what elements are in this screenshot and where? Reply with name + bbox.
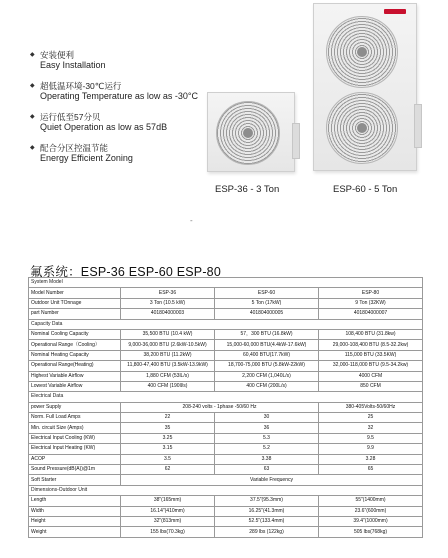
table-cell: 3 Ton (10.5 kW): [121, 298, 215, 308]
row-label: Length: [29, 496, 121, 506]
table-cell: 52.5"(133.4mm): [215, 516, 319, 526]
row-label: Electrical Data: [29, 392, 423, 402]
diamond-bullet-icon: ◆: [30, 145, 35, 151]
row-label: Weight: [29, 527, 121, 537]
table-row: [29, 381, 423, 391]
brand-logo: [384, 9, 406, 14]
table-cell: 2,200 CFM (1,040L/s): [215, 371, 319, 381]
row-label: Soft Starter: [29, 475, 121, 485]
valve-cover: [414, 104, 422, 148]
table-cell: 108,400 BTU (31.8kw): [319, 329, 423, 339]
table-cell: ESP-80: [319, 288, 423, 298]
table-row: [29, 361, 423, 371]
table-cell: 60,400 BTU(17.7kW): [215, 350, 319, 360]
feature-en: Quiet Operation as low as 57dB: [40, 122, 168, 132]
table-cell: 155 lbs(70.3kg): [121, 527, 215, 537]
table-cell: 25: [319, 413, 423, 423]
row-label: System Model: [29, 278, 423, 288]
table-cell: 30: [215, 413, 319, 423]
table-row: [29, 527, 423, 537]
feature-en: Operating Temperature as low as -30°C: [40, 91, 199, 101]
row-label: Operational Range（Cooling）: [29, 340, 121, 350]
table-cell: 32: [319, 423, 423, 433]
table-row: [29, 340, 423, 350]
table-cell: 850 CFM: [319, 381, 423, 391]
row-label: Nominal Cooling Capacity: [29, 329, 121, 339]
table-row: [29, 371, 423, 381]
feature-en: Energy Efficient Zoning: [40, 153, 133, 163]
feature-item: [30, 50, 230, 70]
table-cell: 4000 CFM: [319, 371, 423, 381]
table-cell: 3.38: [215, 454, 319, 464]
row-label: power Supply: [29, 402, 121, 412]
table-cell: 5.3: [215, 433, 319, 443]
row-label: Electrical Input Heating (KW): [29, 444, 121, 454]
caption-large: ESP-60 - 5 Ton: [333, 184, 398, 195]
table-row: [29, 329, 423, 339]
table-row: [29, 444, 423, 454]
table-cell: 9.9: [319, 444, 423, 454]
table-row: [29, 485, 423, 495]
row-label: Dimensions-Outdoor Unit: [29, 485, 423, 495]
row-label: Capacity Data: [29, 319, 423, 329]
row-label: Operational Range(Heating): [29, 361, 121, 371]
table-cell: 37.5"(95.3mm): [215, 496, 319, 506]
table-row: [29, 496, 423, 506]
table-cell: 9 Ton (32KW): [319, 298, 423, 308]
table-cell: 32,000-118,000 BTU (9.5-34.2kw): [319, 361, 423, 371]
table-cell: 38"(165mm): [121, 496, 215, 506]
diamond-bullet-icon: ◆: [30, 114, 35, 120]
table-cell: 16.14"(410mm): [121, 506, 215, 516]
table-cell: 39.4"(1000mm): [319, 516, 423, 526]
table-row: [29, 506, 423, 516]
row-label: Sound Pressure(dB(A))@1m: [29, 465, 121, 475]
row-label: part Number: [29, 309, 121, 319]
table-cell: 3.28: [319, 454, 423, 464]
caption-small: ESP-36 - 3 Ton: [215, 184, 280, 195]
row-label: Min. circuit Size (Amps): [29, 423, 121, 433]
table-row: [29, 298, 423, 308]
table-cell: 55"(1400mm): [319, 496, 423, 506]
table-row: [29, 454, 423, 464]
table-cell: 9,000-36,000 BTU (2.6kW-10.5kW): [121, 340, 215, 350]
feature-cn: 安装便利: [40, 50, 75, 60]
table-cell: 23.6"(600mm): [319, 506, 423, 516]
feature-cn: 运行低至57分贝: [40, 112, 101, 122]
table-cell: 32"(813mm): [121, 516, 215, 526]
diamond-bullet-icon: ◆: [30, 52, 35, 58]
table-cell: 22: [121, 413, 215, 423]
fan-grille-icon: [326, 92, 398, 164]
table-row: [29, 465, 423, 475]
table-cell: 16.25"(41.3mm): [215, 506, 319, 516]
feature-item: [30, 81, 230, 101]
row-label: ACOP: [29, 454, 121, 464]
table-cell: 15,000-60,000 BTU(4.4kW-17.6kW): [215, 340, 319, 350]
table-cell: 400 CFM (200L/s): [215, 381, 319, 391]
outdoor-unit-image-small: [207, 92, 295, 172]
table-cell: 36: [215, 423, 319, 433]
table-row: [29, 309, 423, 319]
page-title: 氟系统：ESP-36 ESP-60 ESP-80: [30, 265, 221, 279]
row-label: Height: [29, 516, 121, 526]
table-cell: 11,800-47,400 BTU (3.5kW-13.9kW): [121, 361, 215, 371]
table-cell: 208-240 volts - 1phase -50/60 Hz: [121, 402, 319, 412]
table-row: [29, 433, 423, 443]
table-cell: 63: [215, 465, 319, 475]
table-cell: 65: [319, 465, 423, 475]
row-label: Nominal Heating Capacity: [29, 350, 121, 360]
table-cell: 5.2: [215, 444, 319, 454]
table-cell: 35: [121, 423, 215, 433]
table-cell: 115,000 BTU (33.5KW): [319, 350, 423, 360]
table-cell: Variable Frequency: [121, 475, 423, 485]
fan-grille-icon: [326, 16, 398, 88]
table-row: [29, 413, 423, 423]
table-cell: 3.5: [121, 454, 215, 464]
table-cell: 5 Ton (17kW): [215, 298, 319, 308]
table-cell: 1,880 CFM (53lL/s): [121, 371, 215, 381]
feature-en: Easy Installation: [40, 60, 106, 70]
table-cell: 18,700-75,000 BTU (5.8kW-22kW): [215, 361, 319, 371]
table-cell: 38,200 BTU (11.2kW): [121, 350, 215, 360]
feature-cn: 配合分区控温节能: [40, 143, 109, 153]
row-label: Width: [29, 506, 121, 516]
table-cell: 401804000003: [121, 309, 215, 319]
table-cell: 29,000-108,400 BTU (8.5-32.2kw): [319, 340, 423, 350]
table-cell: 62: [121, 465, 215, 475]
table-row: [29, 288, 423, 298]
table-row: [29, 516, 423, 526]
row-label: Outdoor Unit TOnnage: [29, 298, 121, 308]
spec-table: [28, 277, 423, 538]
table-cell: 9.5: [319, 433, 423, 443]
table-row: [29, 392, 423, 402]
feature-list: [30, 50, 230, 174]
diamond-bullet-icon: ◆: [30, 83, 35, 89]
feature-item: [30, 112, 230, 132]
table-cell: 57，300 BTU (16.8kW): [215, 329, 319, 339]
feature-item: [30, 143, 230, 163]
table-cell: 505 lbs(768kg): [319, 527, 423, 537]
table-cell: 400 CFM (190ll/s): [121, 381, 215, 391]
row-label: Electrical Input Cooling (KW): [29, 433, 121, 443]
row-label: Norm. Full Load Amps: [29, 413, 121, 423]
table-cell: ESP-36: [121, 288, 215, 298]
table-cell: 3.15: [121, 444, 215, 454]
table-cell: 3.25: [121, 433, 215, 443]
table-cell: 289 lbs (122kg): [215, 527, 319, 537]
feature-cn: 超低温环境-30℃运行: [40, 81, 122, 91]
fan-grille-icon: [216, 101, 280, 165]
row-label: Lowest Variable Airflow: [29, 381, 121, 391]
outdoor-unit-image-large: [313, 3, 417, 171]
table-cell: 380-405Volts-50/60Hz: [319, 402, 423, 412]
row-label: Highest Variable Airflow: [29, 371, 121, 381]
table-cell: 401804000007: [319, 309, 423, 319]
valve-cover: [292, 123, 300, 159]
separator-mark: -: [190, 216, 193, 225]
table-row: [29, 423, 423, 433]
table-row: [29, 402, 423, 412]
table-row: [29, 319, 423, 329]
table-row: [29, 350, 423, 360]
row-label: Model Number: [29, 288, 121, 298]
table-cell: 401804000005: [215, 309, 319, 319]
table-row: [29, 475, 423, 485]
table-cell: 35,500 BTU (10.4 kW): [121, 329, 215, 339]
table-cell: ESP-60: [215, 288, 319, 298]
table-row: [29, 278, 423, 288]
